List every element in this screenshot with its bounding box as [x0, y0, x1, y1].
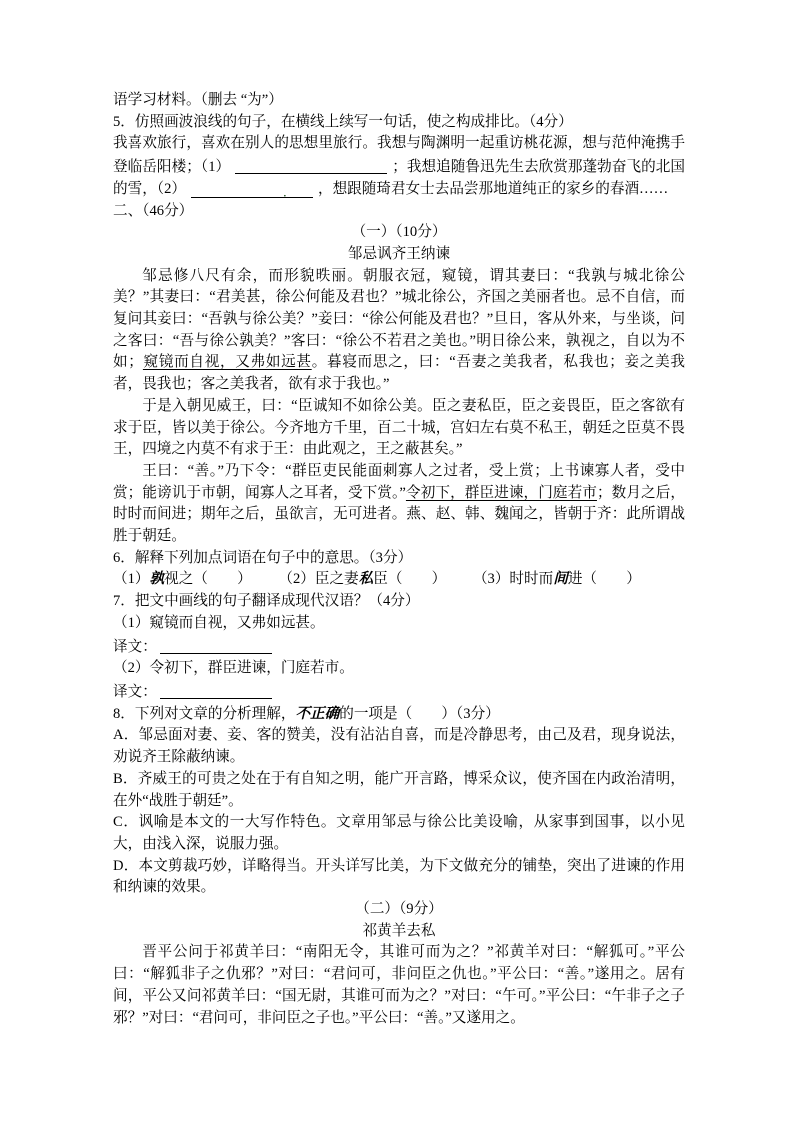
q6-item-3-pre: （3）时时而: [480, 571, 554, 588]
q5-blank-2-period-mark: ．: [282, 184, 295, 199]
q8-option-c-label: C．: [113, 814, 139, 831]
section-two-heading: 二、（46分）: [113, 202, 194, 219]
q5-text-2: ；我想追随鲁迅先生去欣赏那蓬勃奋飞的北国的雪，（2）: [113, 159, 685, 197]
continued-sentence: 语学习材料。（删去 “为”）: [113, 92, 283, 108]
underlined-sentence-2: 令初下，群臣进谏，门庭若市: [405, 484, 597, 501]
passage-1-para-1-text-end: 。暮寝而思之，曰：“吾妻之美我者，私我也；妾之美我者，畏我也；客之美我者，欲有求于我也。”: [113, 354, 685, 393]
q8-option-d-label: D．: [113, 857, 139, 874]
q7-answer-blank-1: [160, 638, 272, 654]
q8-option-b: [113, 769, 685, 812]
q8-option-d: [113, 856, 685, 899]
page-content: [113, 90, 685, 1029]
q6-item-3-post: 进（ ）: [567, 571, 641, 588]
q6-item-1: [113, 571, 252, 587]
q6-item-3: [480, 571, 641, 587]
q6-item-3-dotted-word: 间: [553, 571, 568, 588]
q6-stem: 6．解释下列加点词语在句子中的意思。（3分）: [113, 549, 413, 566]
part-two-heading: （二）（9分）: [355, 901, 443, 918]
q8-option-d-text: 本文剪裁巧妙，详略得当。开头详写比美，为下文做充分的铺垫，突出了进谏的作用和纳谏的效果。: [113, 857, 685, 896]
q8-stem: [113, 704, 685, 726]
q5-fill-blank-2: [191, 182, 313, 198]
q5-fill-blank-1: [235, 158, 387, 174]
q6-item-2-pre: （2）臣之妻: [285, 571, 359, 588]
q6-item-1-post: 视之（ ）: [164, 571, 252, 588]
q7-stem: 7．把文中画线的句子翻译成现代汉语？（4分）: [113, 593, 420, 610]
q8-stem-emphasis: 不正确: [295, 705, 340, 722]
passage-one-title: 邹忌讽齐王纳谏: [347, 245, 451, 262]
passage-one-paragraph-3: [113, 461, 685, 548]
q5-stem: 5．仿照画波浪线的句子，在横线上续写一句话，使之构成排比。（4分）: [113, 113, 573, 130]
q5-body: [113, 133, 685, 200]
passage-one-paragraph-2: 于是入朝见威王，曰：“臣诚知不如徐公美。臣之妻私臣，臣之妾畏臣，臣之客欲有求于臣，皆以美于徐公。今齐地方千里，百二十城，宫妇左右莫不私王，朝廷之臣莫不畏王，四境之内莫不有求于王：由此观之，王之蔽甚矣。”: [113, 397, 685, 458]
passage-two-title: 祁黄羊去私: [362, 922, 436, 939]
q7-translation-label-2: 译文：: [113, 683, 157, 700]
q7-sentence-2: （2）令初下，群臣进谏，门庭若市。: [113, 660, 354, 677]
q6-item-1-pre: （1）: [113, 571, 150, 588]
part-one-heading: （一）（10分）: [351, 224, 447, 241]
q7-translation-label-1: 译文：: [113, 638, 157, 655]
q6-item-1-dotted-word: 孰: [149, 571, 165, 588]
passage-one-paragraph-1: [113, 266, 685, 396]
q5-text-1: 我喜欢旅行，喜欢在别人的思想里旅行。我想与陶渊明一起重访桃花源，想与范仲淹携手登临岳阳楼；（1）: [113, 135, 685, 176]
q8-stem-post: 的一项是（ ）（3分）: [339, 705, 500, 722]
q6-items-row: [113, 569, 685, 591]
q5-text-3: ，想跟随琦君女士去品尝那地道纯正的家乡的春酒……: [317, 180, 669, 197]
q8-option-b-label: B．: [113, 770, 138, 787]
q8-option-a-text: 邹忌面对妻、妾、客的赞美，没有沾沾自喜，而是冷静思考，由己及君，现身说法，劝说齐王除蔽纳谏。: [113, 727, 685, 766]
passage-1-para-1-text: 邹忌修八尺有余，而形貌昳丽。朝服衣冠，窥镜，谓其妻曰：“我孰与城北徐公美？”其妻曰：“君美甚，徐公何能及君也？”城北徐公，齐国之美丽者也。忌不自信，而复问其妾曰：“吾孰与徐公美？”妾曰：“徐公何能及君也？”旦日，客从外来，与坐谈，问之客曰：“吾与徐公孰美？”客曰：“徐公不若君之美也。”明日徐公来，孰视之，自以为不如；: [113, 267, 685, 371]
q7-answer-row-1: [113, 635, 685, 659]
q7-sentence-1: （1）窥镜而自视，又弗如远甚。: [113, 614, 325, 631]
q7-answer-row-2: [113, 680, 685, 704]
q6-item-2: [286, 571, 447, 587]
q6-item-2-post: 臣（ ）: [373, 571, 447, 588]
q7-answer-blank-2: [160, 683, 272, 699]
passage-1-para-3-text-end: ；数月之后，时时而间进；期年之后，虽欲言，无可进者。燕、赵、韩、魏闻之，皆朝于齐：此所谓战胜于朝廷。: [113, 484, 685, 545]
q8-option-a-label: A．: [113, 727, 139, 744]
q8-option-c: [113, 812, 685, 855]
q8-stem-pre: 8．下列对文章的分析理解，: [113, 705, 296, 722]
q8-option-a: [113, 725, 685, 768]
passage-two-paragraph: 晋平公问于祁黄羊曰：“南阳无令，其谁可而为之？”祁黄羊对曰：“解狐可。”平公曰：“解狐非子之仇邪？”对曰：“君问可，非问臣之仇也。”平公曰：“善。”遂用之。居有间，平公又问祁黄羊曰：“国无尉，其谁可而为之？”对曰：“午可。”平公曰：“午非子之子邪？”对曰：“君问可，非问臣之子也。”平公曰：“善。”又遂用之。: [113, 944, 685, 1026]
q8-option-b-text: 齐威王的可贵之处在于有自知之明，能广开言路，博采众议，使齐国在内政治清明，在外“战胜于朝廷”。: [113, 770, 685, 809]
q8-option-c-text: 讽喻是本文的一大写作特色。文章用邹忌与徐公比美设喻，从家事到国事，以小见大，由浅入深，说服力强。: [113, 814, 686, 852]
passage-1-para-3-text: 王曰：“善。”乃下令：“群臣吏民能面刺寡人之过者，受上赏；上书谏寡人者，受中赏；能谤讥于市朝，闻寡人之耳者，受下赏。”: [113, 462, 685, 501]
underlined-sentence-1: 窥镜而自视，又弗如远甚: [142, 354, 312, 371]
q6-item-2-dotted-word: 私: [358, 571, 374, 588]
